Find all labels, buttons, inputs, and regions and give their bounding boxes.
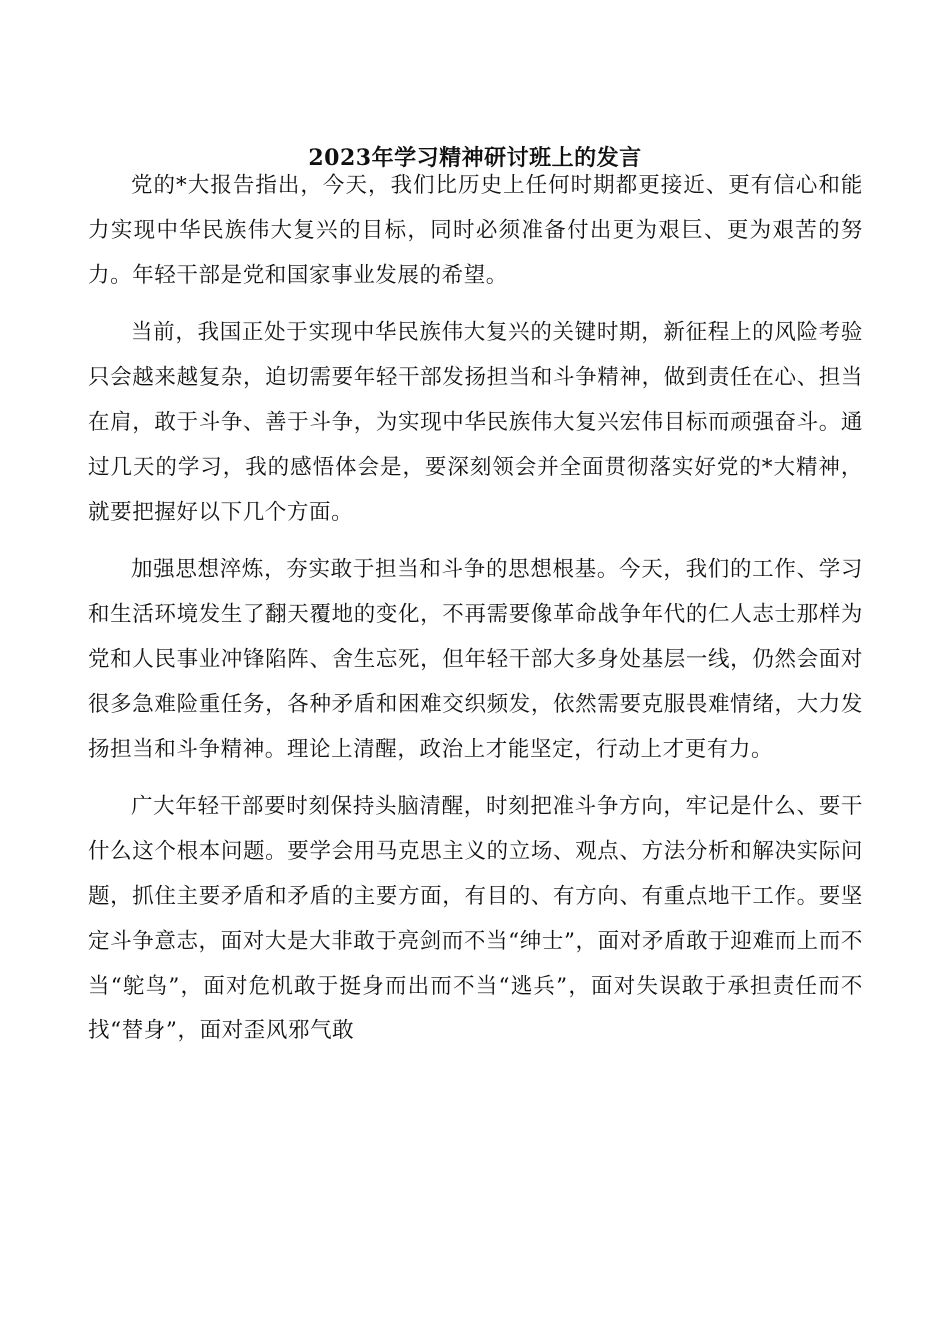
- paragraph-2: 当前，我国正处于实现中华民族伟大复兴的关键时期，新征程上的风险考验只会越来越复杂，迫切需要年轻干部发扬担当和斗争精神，做到责任在心、担当在肩，敢于斗争、善于斗争，为实现中华民族伟大复兴宏伟目标而顽强奋斗。通过几天的学习，我的感悟体会是，要深刻领会并全面贯彻落实好党的*大精神，就要把握好以下几个方面。: [88, 320, 863, 525]
- document-title: 2023年学习精神研讨班上的发言: [308, 145, 642, 171]
- paragraph-3: 加强思想淬炼，夯实敢于担当和斗争的思想根基。今天，我们的工作、学习和生活环境发生了翻天覆地的变化，不再需要像革命战争年代的仁人志士那样为党和人民事业冲锋陷阵、舍生忘死，但年轻干部大多身处基层一线，仍然会面对很多急难险重任务，各种矛盾和困难交织频发，依然需要克服畏难情绪，大力发扬担当和斗争精神。理论上清醒，政治上才能坚定，行动上才更有力。: [88, 557, 863, 762]
- document-body: [88, 164, 863, 1067]
- paragraph-4: 广大年轻干部要时刻保持头脑清醒，时刻把准斗争方向，牢记是什么、要干什么这个根本问题。要学会用马克思主义的立场、观点、方法分析和解决实际问题，抓住主要矛盾和矛盾的主要方面，有目的、有方向、有重点地干工作。要坚定斗争意志，面对大是大非敢于亮剑而不当“绅士”，面对矛盾敢于迎难而上而不当“鸵鸟”，面对危机敢于挺身而出而不当“逃兵”，面对失误敢于承担责任而不找“替身”，面对歪风邪气敢: [88, 794, 863, 1044]
- paragraph-1: 党的*大报告指出，今天，我们比历史上任何时期都更接近、更有信心和能力实现中华民族伟大复兴的目标，同时必须准备付出更为艰巨、更为艰苦的努力。年轻干部是党和国家事业发展的希望。: [88, 173, 863, 288]
